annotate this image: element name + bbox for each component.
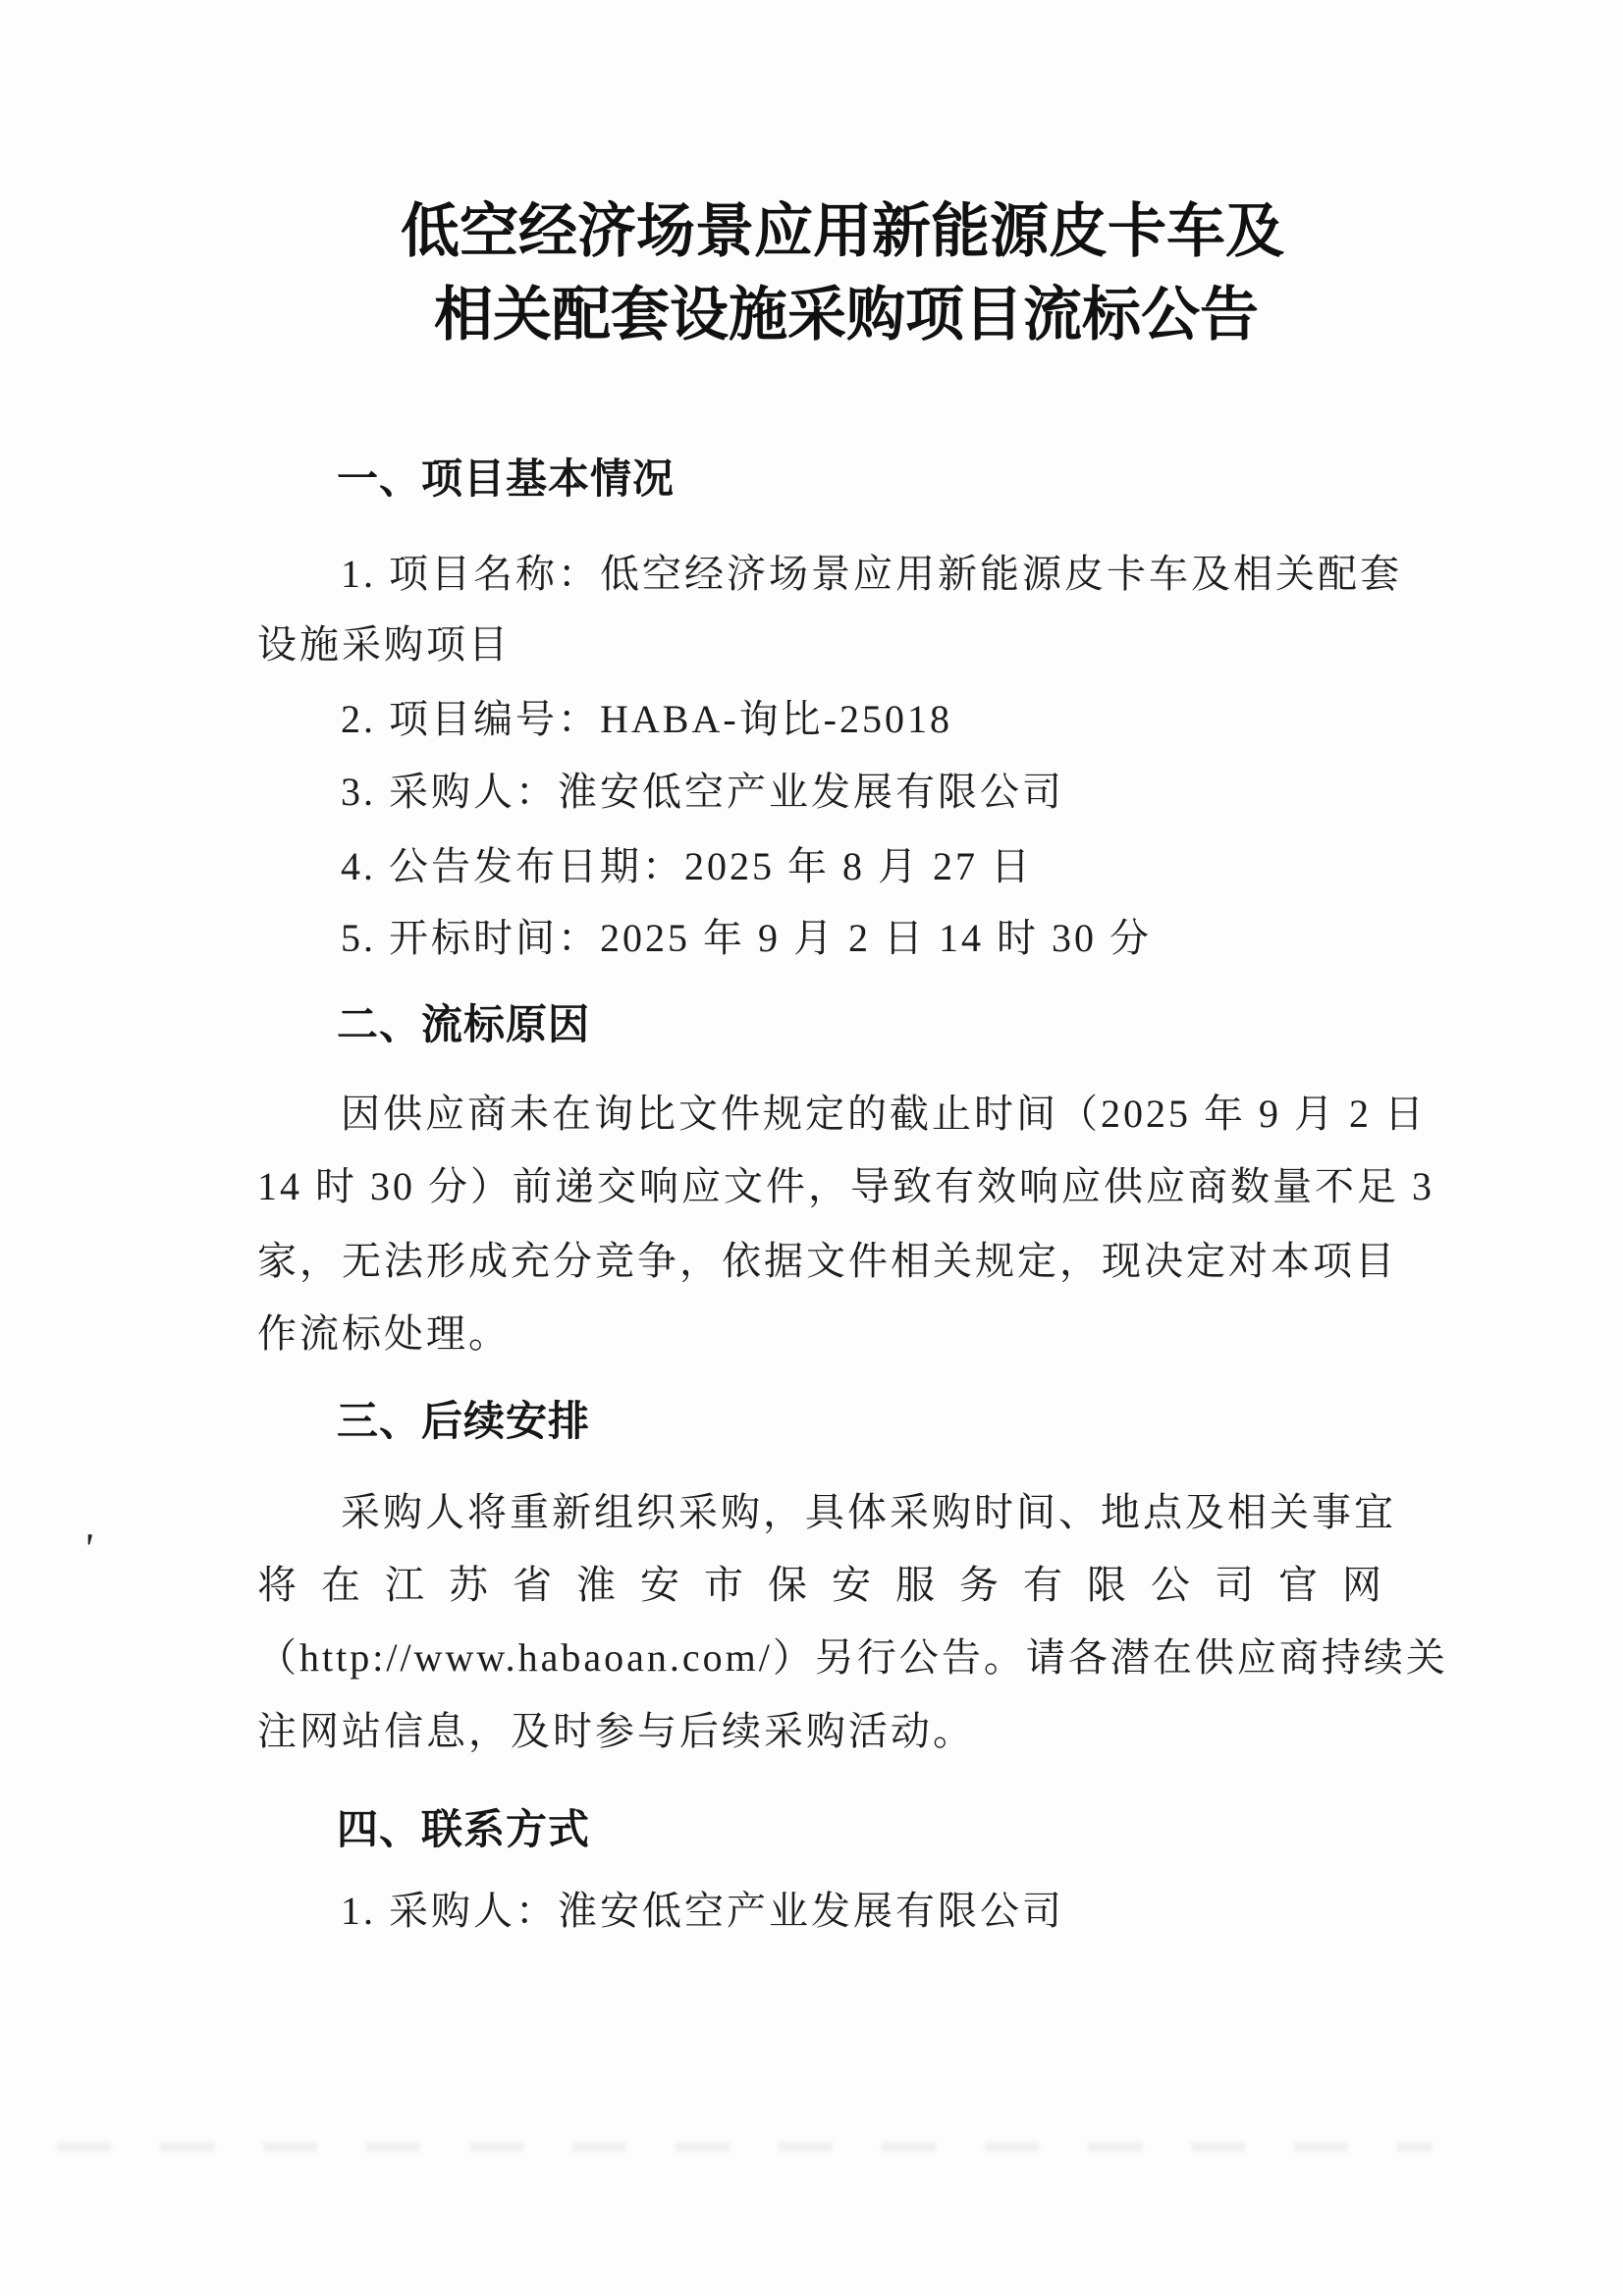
body-line-purchaser: 3. 采购人：淮安低空产业发展有限公司 — [341, 770, 1064, 814]
body-line-followup-4: 注网站信息，及时参与后续采购活动。 — [257, 1709, 975, 1753]
body-line-reason-1: 因供应商未在询比文件规定的截止时间（2025 年 9 月 2 日 — [341, 1092, 1427, 1136]
doc-title-line-2: 相关配套设施采购项目流标公告 — [434, 283, 1259, 347]
scan-stray-mark: ' — [81, 1523, 96, 1574]
body-line-reason-2: 14 时 30 分）前递交响应文件，导致有效响应供应商数量不足 3 — [257, 1164, 1434, 1208]
body-line-reason-3: 家，无法形成充分竞争，依据文件相关规定，现决定对本项目 — [257, 1239, 1397, 1283]
body-line-followup-2-justified: 将在江苏省淮安市保安服务有限公司官网 — [257, 1563, 1406, 1607]
section-heading-contact: 四、联系方式 — [337, 1806, 591, 1852]
body-line-announce-date: 4. 公告发布日期：2025 年 8 月 27 日 — [341, 844, 1033, 888]
body-line-bid-open-time: 5. 开标时间：2025 年 9 月 2 日 14 时 30 分 — [341, 916, 1152, 960]
body-line-project-name: 1. 项目名称：低空经济场景应用新能源皮卡车及相关配套 — [341, 552, 1402, 596]
body-line-followup-3-website: （http://www.habaoan.com/）另行公告。请各潜在供应商持续关 — [257, 1635, 1448, 1680]
body-line-followup-1: 采购人将重新组织采购，具体采购时间、地点及相关事宜 — [341, 1490, 1396, 1534]
scan-bleedthrough-band — [57, 2142, 1432, 2152]
body-line-project-number: 2. 项目编号：HABA-询比-25018 — [341, 697, 952, 741]
doc-title-line-1: 低空经济场景应用新能源皮卡车及 — [401, 199, 1284, 264]
section-heading-follow-up: 三、后续安排 — [337, 1398, 591, 1444]
body-line-contact-purchaser: 1. 采购人：淮安低空产业发展有限公司 — [341, 1889, 1064, 1933]
body-line-project-name-cont: 设施采购项目 — [257, 622, 511, 667]
section-heading-basic-info: 一、项目基本情况 — [337, 455, 676, 502]
section-heading-failure-reason: 二、流标原因 — [337, 1001, 591, 1047]
body-line-reason-4: 作流标处理。 — [257, 1311, 511, 1356]
